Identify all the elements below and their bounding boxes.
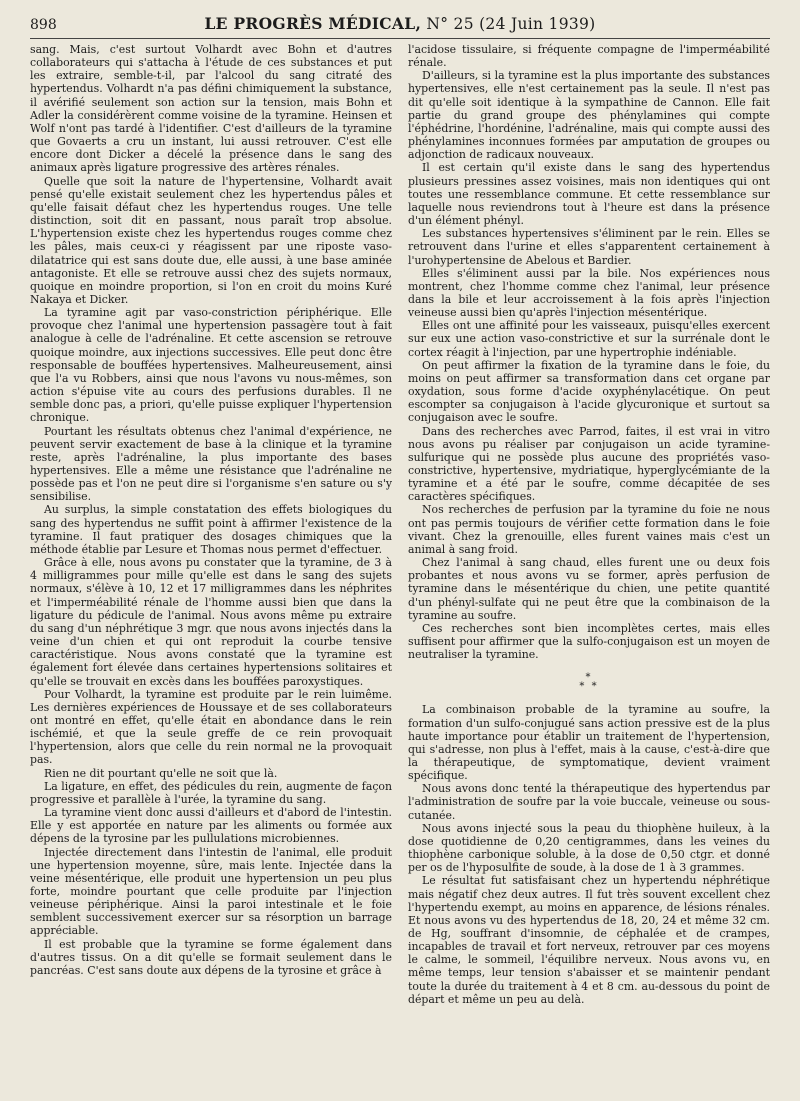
issue-info: N° 25 (24 Juin 1939) [426,15,596,33]
paragraph: Au surplus, la simple constatation des effets biologiques du sang des hypertendus ne suffit point à affirmer l'existence de la tyramine. Il faut pratiquer des dosages chimiques que la méthode établie par Lesure et Thomas nous permet d'effectuer. [30,503,392,556]
paragraph: Il est certain qu'il existe dans le sang des hypertendus plusieurs pressines assez voisines, mais non identiques qui ont toutes une ressemblance commune. Et cette ressemblance sur laquelle nous reviendrons tout à l'heure est dans la présence d'un élément phényl. [408,161,770,228]
right-column [408,43,770,1006]
page-number: 898 [30,17,57,33]
paragraph: Injectée directement dans l'intestin de l'animal, elle produit une hypertension moyenne, sûre, mais lente. Injectée dans la veine mésentérique, elle produit une hypertension un peu plus forte, moindre pourtant que celle produite par l'injection veineuse périphérique. Ainsi la paroi intestinale et le foie semblent successivement exercer sur sa résorption un barrage appréciable. [30,845,392,938]
paragraph: Elles s'éliminent aussi par la bile. Nos expériences nous montrent, chez l'homme comme chez l'animal, leur présence dans la bile et leur accroissement à la fois après l'injection veineuse aussi bien qu'après l'injection mésentérique. [408,266,770,320]
paragraph: On peut affirmer la fixation de la tyramine dans le foie, du moins on peut affirmer sa transformation dans cet organe par oxydation, sous forme d'acide oxyphénylacétique. On peut escompter sa conjugaison à l'acide glycuronique et surtout sa conjugaison avec le soufre. [408,358,770,425]
asterism-top: * [585,672,593,684]
paragraph: La ligature, en effet, des pédicules du rein, augmente de façon progressive et parallèle à l'urée, la tyramine du sang. [30,779,392,806]
paragraph: sang. Mais, c'est surtout Volhardt avec Bohn et d'autres collaborateurs qui s'attacha à l'étude de ces substances et put les extraire, semble-t-il, par l'alcool du sang citraté des hypertendus. Volhardt n'a pas défini chimiquement la substance, il avérifié seulement son action sur la tension, mais Bohn et Adler la considérèrent comme voisine de la tyramine. Heinsen et Wolf n'ont pas tardé à l'identifier. C'est d'ailleurs de la tyramine que Govaerts a cru un instant, lui aussi retrouver. C'est elle encore dont Dicker a décelé la présence dans le sang des animaux après ligature progressive des artères rénales. [30,43,392,175]
journal-title [90,14,710,33]
paragraph: Nos recherches de perfusion par la tyramine du foie ne nous ont pas permis toujours de vérifier cette formation dans le foie vivant. Chez la grenouille, elles furent vaines mais c'est un animal à sang froid. [408,503,770,556]
paragraph: Pourtant les résultats obtenus chez l'animal d'expérience, ne peuvent servir exactement de base à la clinique et la tyramine reste, après l'adrénaline, la plus importante des bases hypertensives. Elle a même une résistance que l'adrénaline ne possède pas et l'on ne peut dire si l'organisme s'en sature ou s'y sensibilise. [30,424,392,504]
paragraph: Nous avons donc tenté la thérapeutique des hypertendus par l'administration de soufre par la voie buccale, veineuse ou sous-cutanée. [408,782,770,822]
paragraph: Les substances hypertensives s'éliminent par le rein. Elles se retrouvent dans l'urine et elles s'apparentent certainement à l'urohypertensine de Abelous et Bardier. [408,227,770,267]
journal-name: LE PROGRÈS MÉDICAL, [204,14,422,33]
paragraph: Nous avons injecté sous la peau du thiophène huileux, à la dose quotidienne de 0,20 centigrammes, dans les veines du thiophène carbonique soluble, à la dose de 0,50 ctgr. et donné per os de l'hyposulfite de soude, à la dose de 1 à 3 grammes. [408,821,770,875]
paragraph: Dans des recherches avec Parrod, faites, il est vrai in vitro nous avons pu réaliser par conjugaison un acide tyramine-sulfurique qui ne possède plus aucune des propriétés vaso-constrictive, hypertensive, mydriatique, hyperglycémiante de la tyramine et a été par le soufre, comme décapitée de ses caractères spécifiques. [408,424,770,504]
paragraph: l'acidose tissulaire, si fréquente compagne de l'imperméabilité rénale. [408,43,770,70]
paragraph: Pour Volhardt, la tyramine est produite par le rein luimême. Les dernières expériences de Houssaye et de ses collaborateurs ont montré en effet, qu'elle était en abondance dans le rein ischémié, et que la seule greffe de ce rein provoquait l'hypertension, alors que celle du rein normal ne la provoquait pas. [30,687,392,767]
paragraph: La tyramine agit par vaso-constriction périphérique. Elle provoque chez l'animal une hypertension passagère tout à fait analogue à celle de l'adrénaline. Et cette ascension se retrouve quoique moindre, aux injections successives. Elle peut donc être responsable de bouffées hypertensives. Malheureusement, ainsi que l'a vu Robbers, ainsi que nous l'avons vu nous-mêmes, son action s'épuise vite au cours des perfusions durables. Il ne semble donc pas, a priori, qu'elle puisse expliquer l'hypertension chronique. [30,306,392,425]
paragraph: Il est probable que la tyramine se forme également dans d'autres tissus. On a dit qu'elle se formait seulement dans le pancréas. C'est sans doute aux dépens de la tyrosine et grâce à [30,937,392,977]
paragraph: D'ailleurs, si la tyramine est la plus importante des substances hypertensives, elle n'est certainement pas la seule. Il n'est pas dit qu'elle soit identique à la sympathine de Cannon. Elle fait partie du grand groupe des phénylamines qui compte l'éphédrine, l'hordénine, l'adrénaline, mais qui compte aussi des phénylamines inconnues formées par amputation de groupes ou adjonction de radicaux nouveaux. [408,69,770,162]
section-separator [408,673,770,691]
text-columns [30,43,770,1006]
paragraph: Chez l'animal à sang chaud, elles furent une ou deux fois probantes et nous avons vu se former, après perfusion de tyramine dans le mésentérique du chien, une petite quantité d'un phényl-sulfate qui ne peut être que la combinaison de la tyramine au soufre. [408,556,770,622]
paragraph: Ces recherches sont bien incomplètes certes, mais elles suffisent pour affirmer que la sulfo-conjugaison est un moyen de neutraliser la tyramine. [408,621,770,662]
paragraph: La combinaison probable de la tyramine au soufre, la formation d'un sulfo-conjugué sans action pressive est de la plus haute importance pour établir un traitement de l'hypertension, qui s'adresse, non plus à l'effet, mais à la cause, c'est-à-dire que la thérapeutique, de symptomatique, devient vraiment spécifique. [408,703,770,783]
left-column [30,43,392,1006]
paragraph: Grâce à elle, nous avons pu constater que la tyramine, de 3 à 4 milligrammes pour mille qu'elle est dans le sang des sujets normaux, s'élève à 10, 12 et 17 milligrammes dans les néphrites et l'imperméabilité rénale de l'homme aussi bien que dans la ligature du pédicule de l'animal. Nous avons même pu extraire du sang d'un néphrétique 3 mgr. que nous avons injectés dans la veine d'un chien et qui ont reproduit la courbe tensive caractéristique. Nous avons constaté que la tyramine est également fort élevée dans certaines hypertensions solitaires et qu'elle se trouvait en excès dans les bouffées paroxystiques. [30,556,392,688]
paragraph: Rien ne dit pourtant qu'elle ne soit que là. [44,766,278,780]
paragraph: La tyramine vient donc aussi d'ailleurs et d'abord de l'intestin. Elle y est apportée en nature par les aliments ou formée aux dépens de la tyrosine par les pullulations microbiennes. [30,806,392,846]
running-header [30,14,770,39]
paragraph: Elles ont une affinité pour les vaisseaux, puisqu'elles exercent sur eux une action vaso-constrictive et sur la surrénale dont le cortex réagit à l'injection, par une hypertrophie indéniable. [408,319,770,359]
paragraph: Le résultat fut satisfaisant chez un hypertendu néphrétique mais négatif chez deux autres. Il fut très souvent excellent chez l'hypertendu exempt, au moins en apparence, de lésions rénales. Et nous avons vu des hypertendus de 18, 20, 24 et même 32 cm. de Hg, souffrant d'insomnie, de céphalée et de crampes, incapables de travail et fort nerveux, retrouver par ces moyens le calme, le sommeil, l'équilibre nerveux. Nous avons vu, en même temps, leur tension s'abaisser et se maintenir pendant toute la durée du traitement à 4 et 8 cm. au-dessous du point de départ et même un peu au delà. [408,874,770,1006]
paragraph: Quelle que soit la nature de l'hypertensine, Volhardt avait pensé qu'elle existait seulement chez les hypertendus pâles et qu'elle faisait défaut chez les hypertendus rouges. Une telle distinction, soit dit en passant, nous paraît trop absolue. L'hypertension existe chez les hypertendus rouges comme chez les pâles, mais ceux-ci y réagissent par une riposte vaso-dilatatrice qui est sans doute due, elle aussi, à une base aminée antagoniste. Et elle se retrouve aussi chez des sujets normaux, quoique en moindre proportion, si l'on en croit du moins Kuré Nakaya et Dicker. [30,174,392,306]
asterism-bottom: * * [579,681,599,693]
